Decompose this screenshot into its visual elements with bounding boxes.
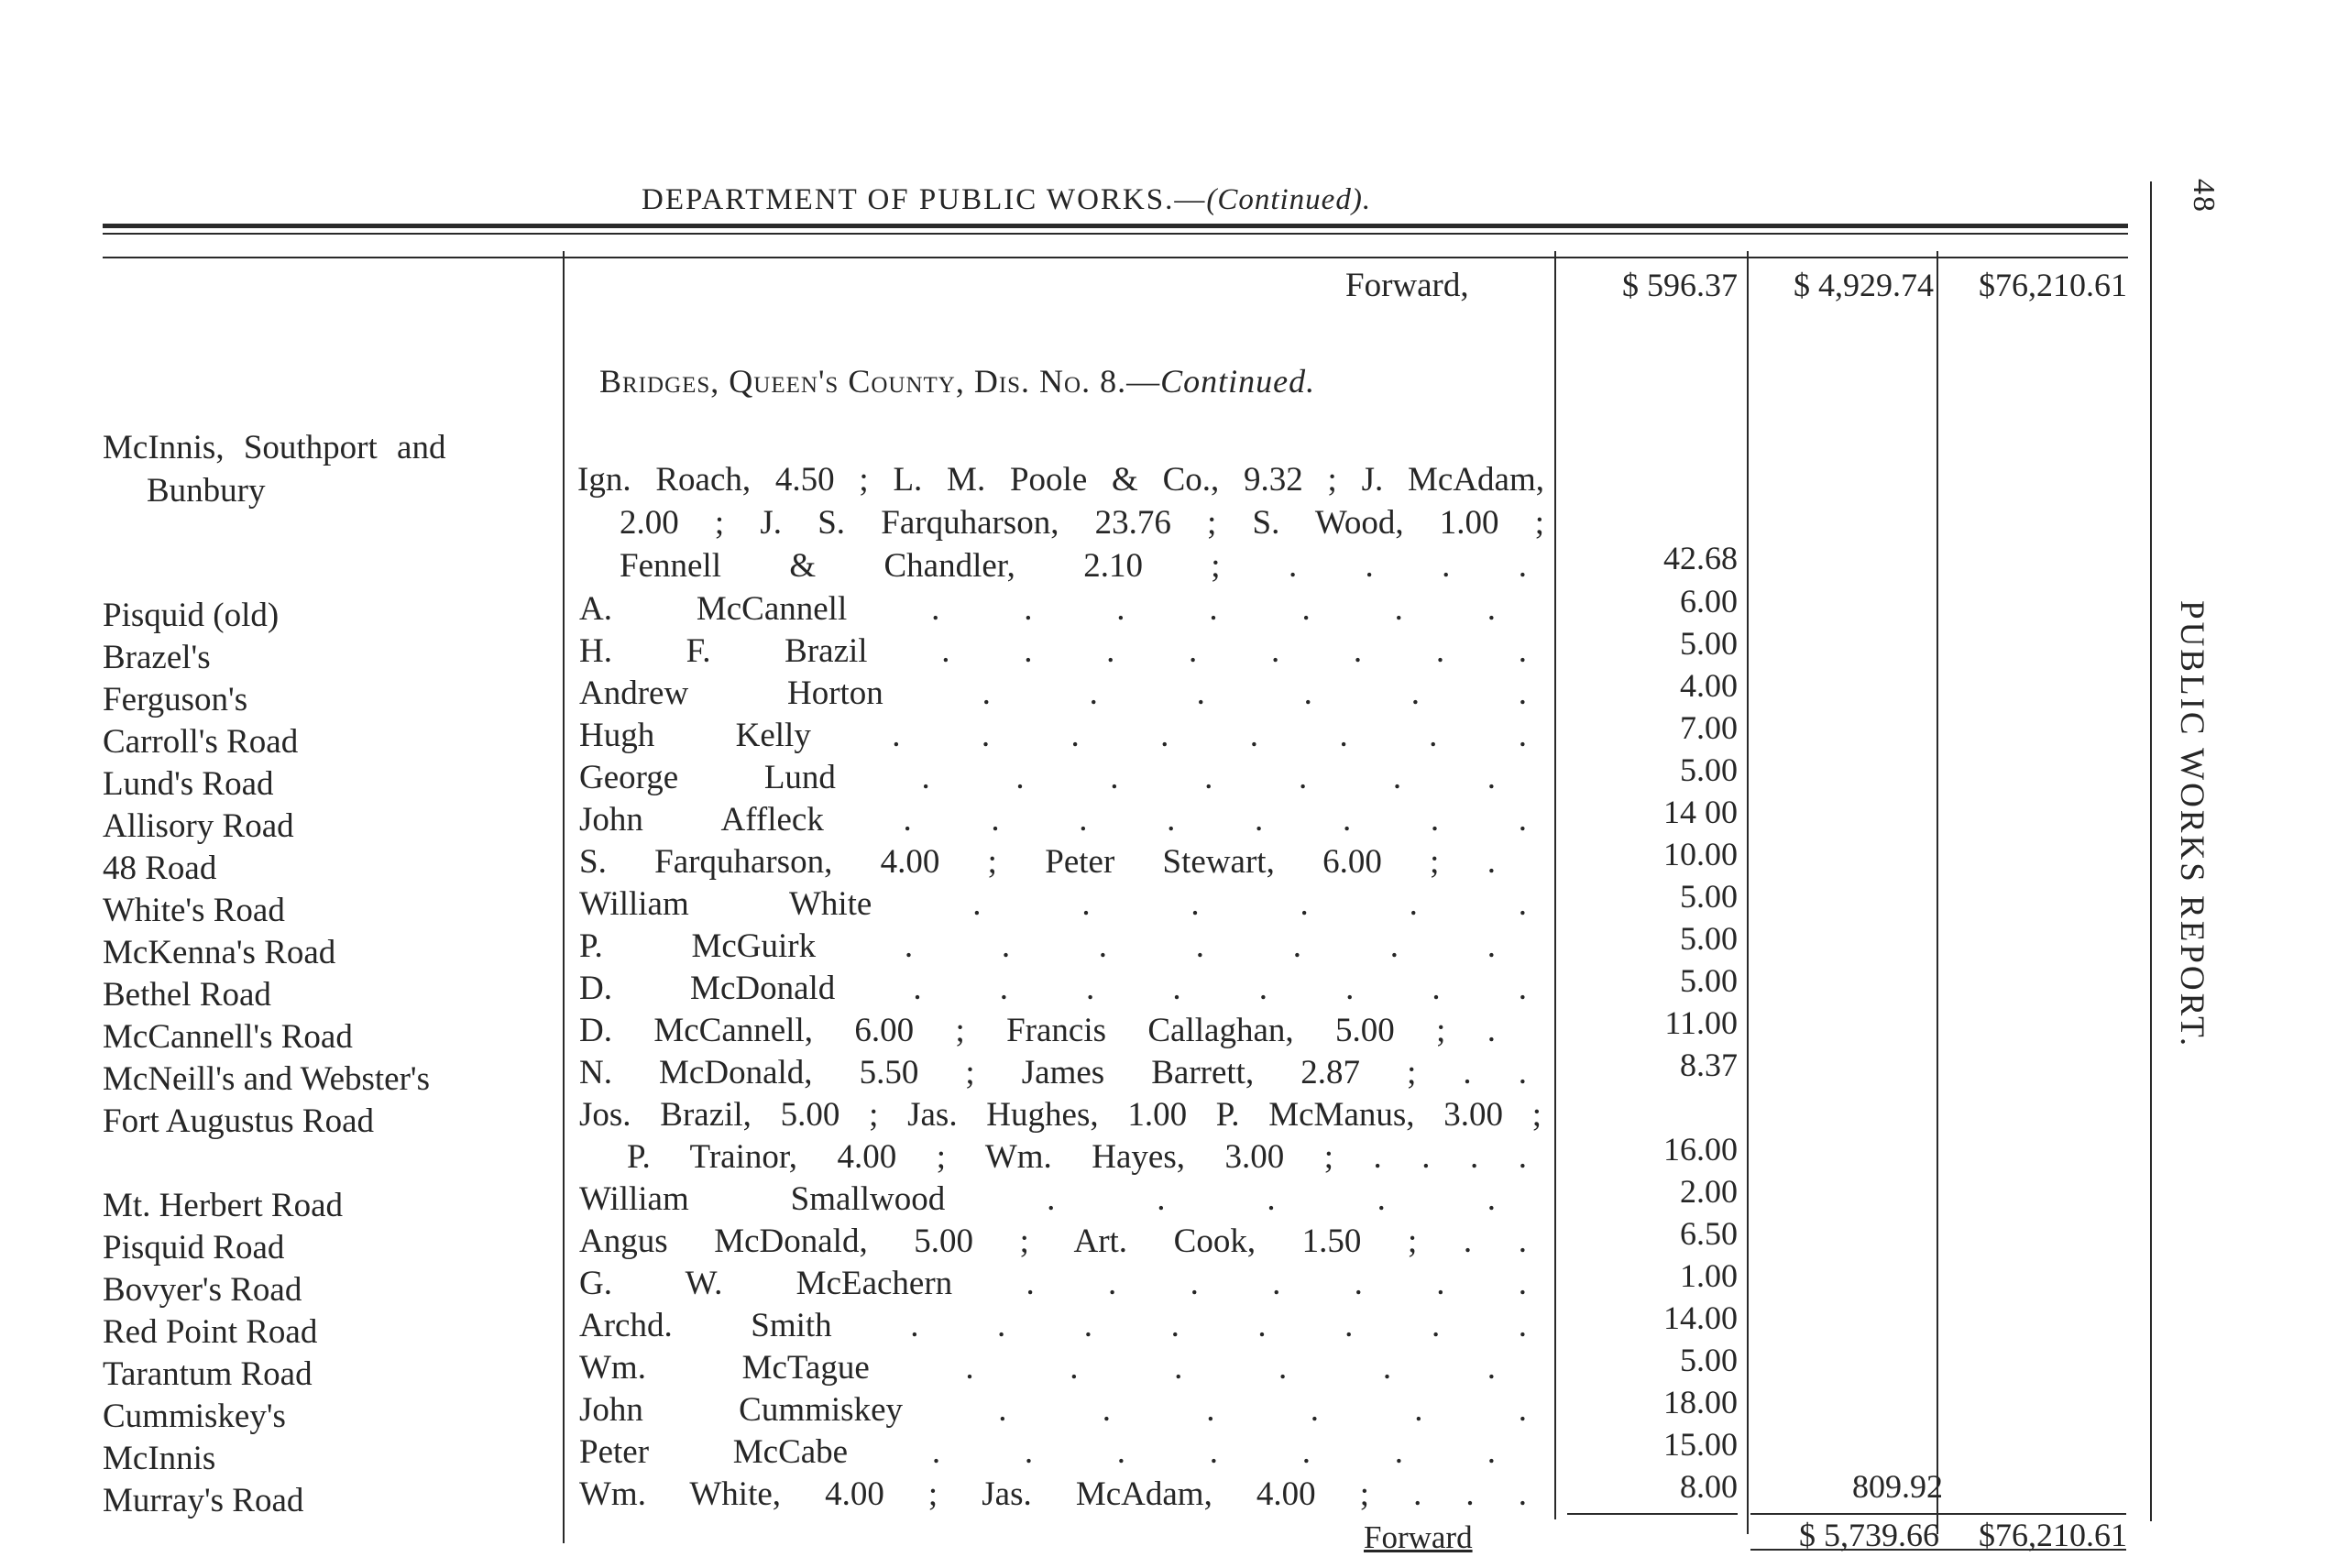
payee-label: P. Trainor, 4.00 ; Wm. Hayes, 3.00 ; . . . . — [627, 1138, 1527, 1176]
amount-cell: 6.50 — [1680, 1215, 1738, 1252]
amount-cell: 7.00 — [1680, 709, 1738, 746]
amount-cell: 15.00 — [1663, 1426, 1738, 1463]
amount-cell: 14 00 — [1663, 794, 1738, 830]
header-rule-thick — [103, 224, 2128, 228]
amount-cell: 8.37 — [1680, 1047, 1738, 1083]
place-label: Cummiskey's — [103, 1398, 286, 1435]
section-heading-main: Bridges, Queen's County, Dis. No. 8.— — [599, 363, 1161, 400]
amount-cell: 8.00 — [1680, 1468, 1738, 1505]
amount-cell: 5.00 — [1680, 625, 1738, 662]
amount-cell: 4.00 — [1680, 667, 1738, 704]
header-continued: (Continued). — [1206, 183, 1372, 216]
margin-rule — [2150, 181, 2152, 1521]
forward-bottom-col2: $ 5,739.66 — [1799, 1517, 1939, 1553]
payee-label: Angus McDonald, 5.00 ; Art. Cook, 1.50 ; . . — [579, 1223, 1527, 1260]
payee-label: Hugh Kelly . . . . . . . . — [579, 717, 1527, 754]
place-label: Carroll's Road — [103, 723, 299, 761]
header-rule-thin — [103, 233, 2128, 235]
forward-label-bottom: Forward — [1364, 1519, 1473, 1555]
place-label: Bunbury — [147, 472, 266, 510]
forward-top-col1: $ 596.37 — [1622, 267, 1738, 303]
place-label: Brazel's — [103, 639, 211, 676]
payee-label: Ign. Roach, 4.50 ; L. M. Poole & Co., 9.32 ; J. McAdam, — [577, 461, 1544, 499]
payee-label: Wm. White, 4.00 ; Jas. McAdam, 4.00 ; . . . — [579, 1475, 1527, 1513]
place-label: 48 Road — [103, 850, 217, 887]
payee-label: N. McDonald, 5.50 ; James Barrett, 2.87 ; . . — [579, 1054, 1527, 1091]
place-label: Tarantum Road — [103, 1355, 313, 1393]
subtotal-cell: 809.92 — [1852, 1468, 1943, 1505]
amount-cell: 42.68 — [1663, 540, 1738, 576]
payee-label: S. Farquharson, 4.00 ; Peter Stewart, 6.00 ; . — [579, 843, 1496, 881]
payee-label: William White . . . . . . — [579, 885, 1527, 923]
place-label: Red Point Road — [103, 1313, 318, 1351]
payee-label: Archd. Smith . . . . . . . . — [579, 1307, 1527, 1344]
amount-cell: 16.00 — [1663, 1131, 1738, 1168]
place-label: White's Road — [103, 892, 285, 929]
place-label: McInnis — [103, 1440, 216, 1477]
payee-label: P. McGuirk . . . . . . . — [579, 927, 1496, 965]
payee-label: William Smallwood . . . . . — [579, 1180, 1496, 1218]
place-label: Pisquid Road — [103, 1229, 285, 1266]
place-label: McCannell's Road — [103, 1018, 353, 1056]
column-divider-1 — [563, 251, 565, 1543]
place-label: Murray's Road — [103, 1482, 304, 1519]
place-label: Ferguson's — [103, 681, 248, 718]
payee-label: Andrew Horton . . . . . . — [579, 674, 1527, 712]
amount-cell: 5.00 — [1680, 1342, 1738, 1378]
payee-label: D. McCannell, 6.00 ; Francis Callaghan, 5.00 ; . — [579, 1012, 1496, 1049]
payee-label: G. W. McEachern . . . . . . . — [579, 1265, 1527, 1302]
section-heading-continued: Continued. — [1160, 363, 1316, 400]
header-title: DEPARTMENT OF PUBLIC WORKS.— — [642, 183, 1207, 216]
place-label: McInnis, Southport and — [103, 429, 446, 466]
payee-label: D. McDonald . . . . . . . . — [579, 970, 1527, 1007]
amount-cell: 11.00 — [1664, 1004, 1738, 1041]
payee-label: John Cummiskey . . . . . . — [579, 1391, 1527, 1429]
running-head: PUBLIC WORKS REPORT. — [2173, 600, 2211, 1049]
table-top-rule — [103, 257, 2128, 258]
payee-label: George Lund . . . . . . . — [579, 759, 1496, 796]
place-label: Bovyer's Road — [103, 1271, 302, 1309]
amount-cell: 14.00 — [1663, 1299, 1738, 1336]
section-heading — [599, 365, 1315, 398]
place-label: Pisquid (old) — [103, 597, 280, 634]
forward-top-col2: $ 4,929.74 — [1794, 267, 1934, 303]
forward-top-col3: $76,210.61 — [1979, 267, 2127, 303]
forward-total-rule-top — [1750, 1513, 2126, 1515]
payee-label: Wm. McTague . . . . . . — [579, 1349, 1496, 1387]
payee-label: Fennell & Chandler, 2.10 ; . . . . — [620, 547, 1527, 585]
page-number: 48 — [2187, 179, 2221, 214]
amount-cell: 2.00 — [1680, 1173, 1738, 1210]
forward-label-top: Forward, — [1345, 267, 1469, 304]
place-label: McKenna's Road — [103, 934, 336, 971]
forward-bottom-col3: $76,210.61 — [1979, 1517, 2127, 1553]
amount-cell: 5.00 — [1680, 920, 1738, 957]
place-label: Allisory Road — [103, 807, 294, 845]
amount-cell: 6.00 — [1680, 583, 1738, 620]
payee-label: A. McCannell . . . . . . . — [579, 590, 1496, 628]
amount-cell: 5.00 — [1680, 751, 1738, 788]
amount-cell: 18.00 — [1663, 1384, 1738, 1420]
payee-label: 2.00 ; J. S. Farquharson, 23.76 ; S. Wood, 1.00 ; — [620, 504, 1544, 542]
payee-label: Jos. Brazil, 5.00 ; Jas. Hughes, 1.00 P. McManus, 3.00 ; — [579, 1096, 1542, 1134]
place-label: McNeill's and Webster's — [103, 1060, 430, 1098]
place-label: Lund's Road — [103, 765, 274, 803]
column-divider-2 — [1554, 251, 1556, 1519]
amount-cell: 5.00 — [1680, 878, 1738, 915]
place-label: Mt. Herbert Road — [103, 1187, 344, 1224]
amount-cell: 1.00 — [1680, 1257, 1738, 1294]
place-label: Fort Augustus Road — [103, 1102, 375, 1140]
column-divider-4 — [1937, 251, 1938, 1534]
payee-label: Peter McCabe . . . . . . . — [579, 1433, 1496, 1471]
amount-cell: 10.00 — [1663, 836, 1738, 872]
column-divider-3 — [1747, 251, 1749, 1534]
place-label: Bethel Road — [103, 976, 271, 1014]
payee-label: H. F. Brazil . . . . . . . . — [579, 632, 1527, 670]
page-header — [642, 183, 1371, 217]
amount-total-rule — [1567, 1513, 1738, 1515]
amount-cell: 5.00 — [1680, 962, 1738, 999]
payee-label: John Affleck . . . . . . . . — [579, 801, 1527, 839]
